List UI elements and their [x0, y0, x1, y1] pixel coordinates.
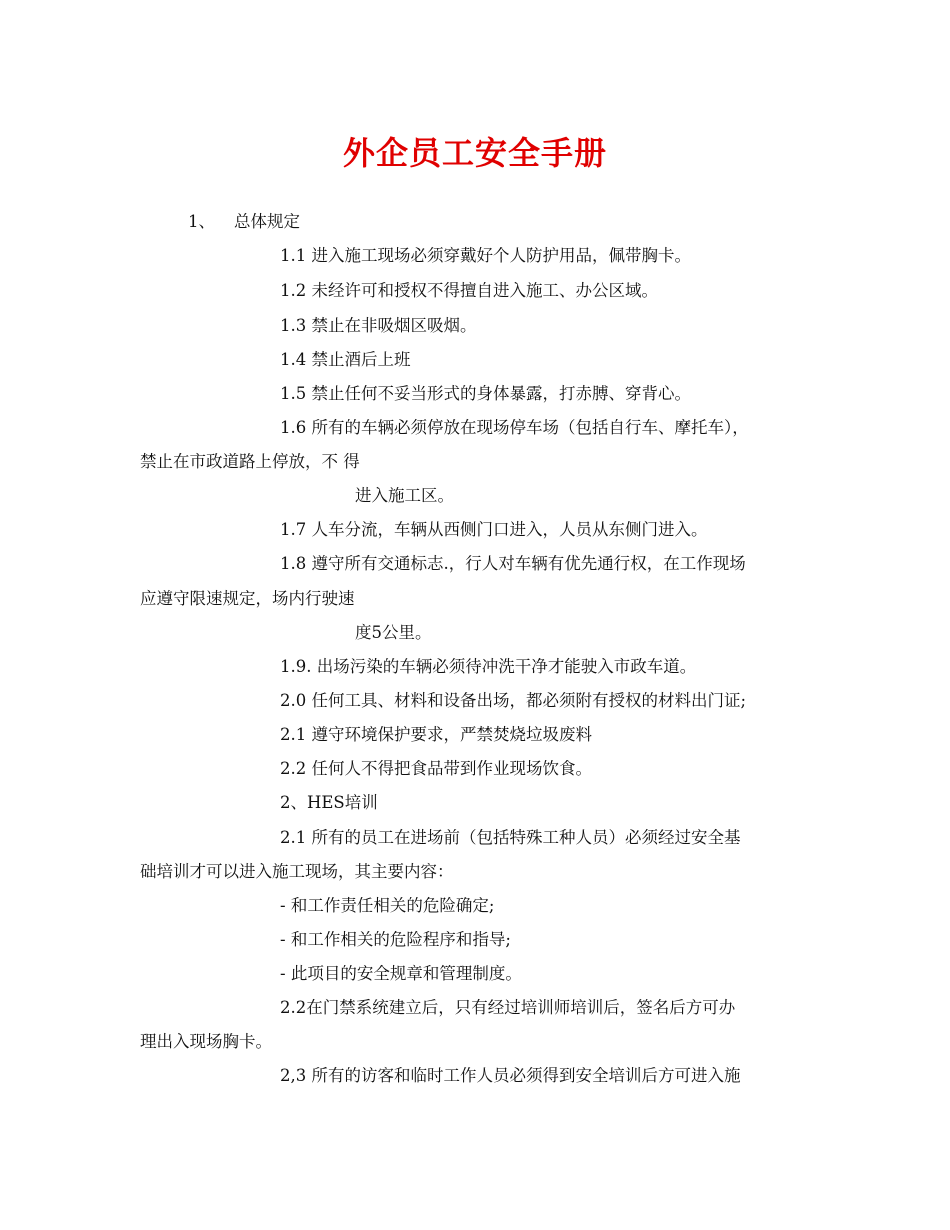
rule-2-2: 2.2 任何人不得把食品带到作业现场饮食。	[280, 759, 592, 778]
training-2-1-line2: 础培训才可以进入施工现场，其主要内容：	[140, 862, 454, 881]
rule-1-1: 1.1 进入施工现场必须穿戴好个人防护用品，佩带胸卡。	[280, 246, 691, 265]
rule-1-6-line1: 1.6 所有的车辆必须停放在现场停车场（包括自行车、摩托车），	[280, 418, 749, 437]
training-2-2-line2: 理出入现场胸卡。	[140, 1032, 272, 1051]
rule-1-2: 1.2 未经许可和授权不得擅自进入施工、办公区域。	[280, 281, 658, 300]
rule-1-6-line2: 禁止在市政道路上停放，不 得	[140, 452, 360, 471]
rule-1-7: 1.7 人车分流，车辆从西侧门口进入，人员从东侧门进入。	[280, 520, 708, 539]
training-bullet-2: - 和工作相关的危险程序和指导;	[280, 930, 511, 949]
rule-1-8-line3: 度5公里。	[355, 623, 432, 642]
training-2-1-line1: 2.1 所有的员工在进场前（包括特殊工种人员）必须经过安全基	[280, 828, 741, 847]
rule-1-9: 1.9. 出场污染的车辆必须待冲洗干净才能驶入市政车道。	[280, 657, 697, 676]
training-bullet-1: - 和工作责任相关的危险确定;	[280, 896, 495, 915]
section-2-heading: 2、HES培训	[280, 793, 378, 812]
rule-1-4: 1.4 禁止酒后上班	[280, 350, 411, 369]
section-title: 总体规定	[234, 212, 300, 231]
training-2-2-line1: 2.2在门禁系统建立后，只有经过培训师培训后，签名后方可办	[280, 998, 736, 1017]
training-2-3-line1: 2,3 所有的访客和临时工作人员必须得到安全培训后方可进入施	[280, 1066, 741, 1085]
rule-1-5: 1.5 禁止任何不妥当形式的身体暴露，打赤膊、穿背心。	[280, 384, 691, 403]
rule-1-6-line3: 进入施工区。	[355, 486, 454, 505]
training-bullet-3: - 此项目的安全规章和管理制度。	[280, 964, 522, 983]
rule-2-0: 2.0 任何工具、材料和设备出场，都必须附有授权的材料出门证;	[280, 691, 747, 710]
rule-1-8-line1: 1.8 遵守所有交通标志.，行人对车辆有优先通行权，在工作现场	[280, 554, 746, 573]
document-title: 外企员工安全手册	[342, 134, 607, 172]
section-1-heading	[188, 212, 300, 232]
rule-1-3: 1.3 禁止在非吸烟区吸烟。	[280, 316, 477, 335]
section-number: 1、	[188, 212, 215, 231]
rule-2-1: 2.1 遵守环境保护要求，严禁焚烧垃圾废料	[280, 725, 592, 744]
rule-1-8-line2: 应遵守限速规定，场内行驶速	[140, 589, 355, 608]
